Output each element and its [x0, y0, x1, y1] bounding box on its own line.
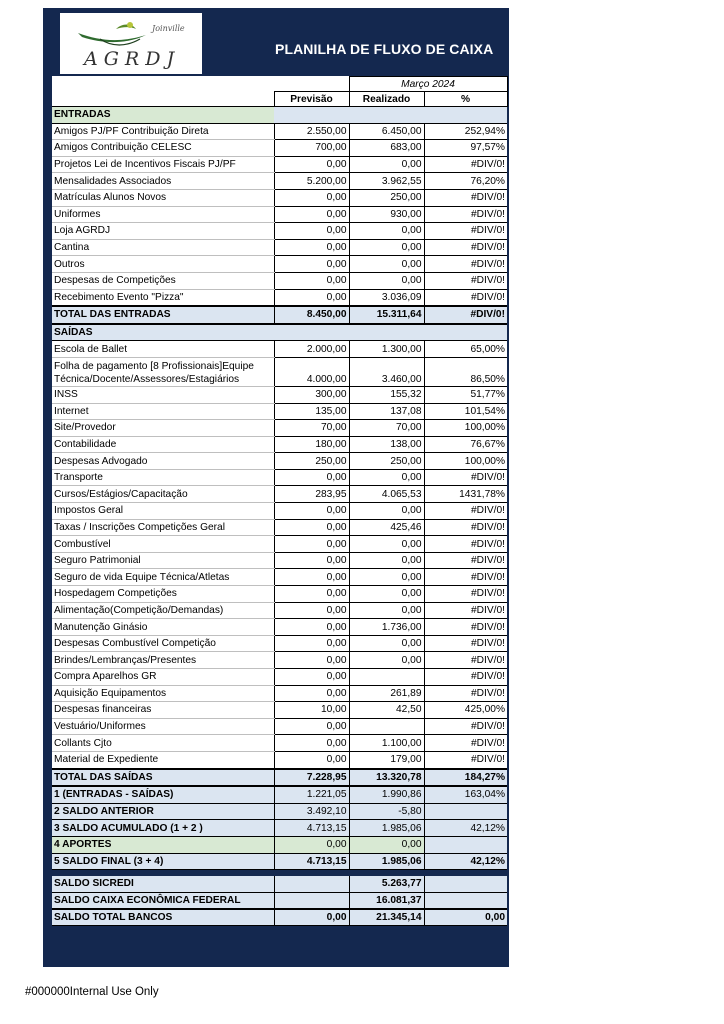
realizado-value: 250,00: [349, 453, 424, 470]
previsao-value: 0,00: [274, 552, 349, 569]
logo-script-text: Joinville: [152, 24, 185, 33]
row-label: Combustível: [52, 536, 274, 553]
total-entradas-row: [52, 306, 507, 324]
realizado-value: 0,00: [349, 569, 424, 586]
row-label: Outros: [52, 256, 274, 273]
percent-value: #DIV/0!: [424, 239, 507, 256]
row-label: Seguro Patrimonial: [52, 552, 274, 569]
row-label: Transporte: [52, 469, 274, 486]
summary-row: [52, 803, 507, 820]
page-title: PLANILHA DE FLUXO DE CAIXA: [275, 41, 494, 57]
saida-row: [52, 519, 507, 536]
entrada-row: [52, 140, 507, 157]
previsao-value: 300,00: [274, 386, 349, 403]
entrada-row: [52, 123, 507, 140]
realizado-value: 0,00: [349, 602, 424, 619]
realizado-value: [349, 669, 424, 686]
percent-value: #DIV/0!: [424, 635, 507, 652]
realizado-value: [349, 718, 424, 735]
realizado-value: 137,08: [349, 403, 424, 420]
saida-row: [52, 751, 507, 768]
realizado-value: 6.450,00: [349, 123, 424, 140]
percent-value: 97,57%: [424, 140, 507, 157]
previsao-value: 250,00: [274, 453, 349, 470]
percent-value: 42,12%: [424, 820, 507, 837]
percent-value: #DIV/0!: [424, 619, 507, 636]
realizado-value: 0,00: [349, 635, 424, 652]
realizado-value: 0,00: [349, 552, 424, 569]
realizado-value: 5.263,77: [349, 876, 424, 892]
row-label: SALDO TOTAL BANCOS: [52, 909, 274, 926]
percent-value: [424, 803, 507, 820]
previsao-value: 0,00: [274, 909, 349, 926]
previsao-value: 8.450,00: [274, 306, 349, 324]
summary-row: [52, 786, 507, 803]
saida-row: [52, 586, 507, 603]
row-label: 2 SALDO ANTERIOR: [52, 803, 274, 820]
summary-row: [52, 853, 507, 870]
previsao-value: 0,00: [274, 652, 349, 669]
row-label: Cursos/Estágios/Capacitação: [52, 486, 274, 503]
percent-value: [424, 836, 507, 853]
saida-row: [52, 486, 507, 503]
entrada-row: [52, 173, 507, 190]
row-label: Amigos PJ/PF Contribuição Direta: [52, 123, 274, 140]
realizado-value: 13.320,78: [349, 769, 424, 787]
row-label: Aquisição Equipamentos: [52, 685, 274, 702]
row-label: Despesas financeiras: [52, 702, 274, 719]
previsao-value: 0,00: [274, 836, 349, 853]
realizado-value: 1.985,06: [349, 853, 424, 870]
percent-value: 1431,78%: [424, 486, 507, 503]
summary-row: [52, 820, 507, 837]
previsao-value: 0,00: [274, 223, 349, 240]
percent-value: #DIV/0!: [424, 586, 507, 603]
percent-value: [424, 892, 507, 909]
row-label: Amigos Contribuição CELESC: [52, 140, 274, 157]
realizado-value: 15.311,64: [349, 306, 424, 324]
percent-value: #DIV/0!: [424, 156, 507, 173]
saida-row: [52, 735, 507, 752]
row-label: Compra Aparelhos GR: [52, 669, 274, 686]
previsao-value: 4.713,15: [274, 820, 349, 837]
row-label: Alimentação(Competição/Demandas): [52, 602, 274, 619]
realizado-value: 0,00: [349, 836, 424, 853]
realizado-value: 261,89: [349, 685, 424, 702]
row-label: Brindes/Lembranças/Presentes: [52, 652, 274, 669]
realizado-value: 70,00: [349, 420, 424, 437]
cash-flow-sheet: [43, 8, 509, 967]
realizado-value: 0,00: [349, 156, 424, 173]
row-label: Taxas / Inscrições Competições Geral: [52, 519, 274, 536]
row-label: Folha de pagamento [8 Profissionais]Equipe Técnica/Docente/Assessores/Estagiários: [52, 357, 274, 386]
realizado-value: 1.300,00: [349, 341, 424, 358]
previsao-value: 2.550,00: [274, 123, 349, 140]
previsao-value: 0,00: [274, 289, 349, 306]
realizado-value: 1.736,00: [349, 619, 424, 636]
realizado-value: 3.962,55: [349, 173, 424, 190]
percent-value: #DIV/0!: [424, 569, 507, 586]
percent-value: #DIV/0!: [424, 469, 507, 486]
row-label: Uniformes: [52, 206, 274, 223]
percent-value: #DIV/0!: [424, 306, 507, 324]
percent-value: #DIV/0!: [424, 223, 507, 240]
previsao-value: 1.221,05: [274, 786, 349, 803]
previsao-value: 0,00: [274, 685, 349, 702]
previsao-value: [274, 892, 349, 909]
previsao-value: 0,00: [274, 503, 349, 520]
percent-value: #DIV/0!: [424, 552, 507, 569]
saida-row: [52, 536, 507, 553]
previsao-value: 0,00: [274, 569, 349, 586]
realizado-value: 138,00: [349, 436, 424, 453]
saida-row: [52, 357, 507, 386]
row-label: 3 SALDO ACUMULADO (1 + 2 ): [52, 820, 274, 837]
saida-row: [52, 718, 507, 735]
row-label: Projetos Lei de Incentivos Fiscais PJ/PF: [52, 156, 274, 173]
saida-row: [52, 669, 507, 686]
row-label: Recebimento Evento "Pizza": [52, 289, 274, 306]
previsao-value: 180,00: [274, 436, 349, 453]
percent-value: #DIV/0!: [424, 718, 507, 735]
previsao-value: 4.713,15: [274, 853, 349, 870]
row-label: 5 SALDO FINAL (3 + 4): [52, 853, 274, 870]
realizado-value: 0,00: [349, 503, 424, 520]
saida-row: [52, 469, 507, 486]
previsao-value: 0,00: [274, 619, 349, 636]
percent-value: 101,54%: [424, 403, 507, 420]
percent-value: #DIV/0!: [424, 602, 507, 619]
row-label: 1 (ENTRADAS - SAÍDAS): [52, 786, 274, 803]
percent-value: #DIV/0!: [424, 735, 507, 752]
percent-value: 86,50%: [424, 357, 507, 386]
row-label: Escola de Ballet: [52, 341, 274, 358]
previsao-value: 4.000,00: [274, 357, 349, 386]
logo-text: AGRDJ: [84, 48, 181, 70]
saidas-section-header: [52, 324, 507, 341]
bank-balance-row: [52, 876, 507, 892]
logo-graphic: [60, 13, 202, 74]
row-label: INSS: [52, 386, 274, 403]
previsao-value: 10,00: [274, 702, 349, 719]
entradas-section-header: [52, 107, 507, 124]
section-label: SAÍDAS: [52, 324, 274, 341]
realizado-value: 179,00: [349, 751, 424, 768]
realizado-value: 0,00: [349, 223, 424, 240]
percent-value: 51,77%: [424, 386, 507, 403]
realizado-value: 3.036,09: [349, 289, 424, 306]
percent-value: [424, 876, 507, 892]
realizado-value: 1.985,06: [349, 820, 424, 837]
realizado-value: 930,00: [349, 206, 424, 223]
entrada-row: [52, 272, 507, 289]
realizado-value: 1.990,86: [349, 786, 424, 803]
previsao-value: 0,00: [274, 272, 349, 289]
previsao-value: 5.200,00: [274, 173, 349, 190]
previsao-value: 7.228,95: [274, 769, 349, 787]
entrada-row: [52, 223, 507, 240]
previsao-value: 2.000,00: [274, 341, 349, 358]
saida-row: [52, 652, 507, 669]
percent-value: #DIV/0!: [424, 652, 507, 669]
entrada-row: [52, 156, 507, 173]
percent-value: 76,20%: [424, 173, 507, 190]
row-label: Site/Provedor: [52, 420, 274, 437]
percent-value: #DIV/0!: [424, 669, 507, 686]
previsao-value: 0,00: [274, 256, 349, 273]
previsao-value: 0,00: [274, 586, 349, 603]
row-label: TOTAL DAS SAÍDAS: [52, 769, 274, 787]
realizado-value: 0,00: [349, 536, 424, 553]
percent-value: 100,00%: [424, 420, 507, 437]
previsao-value: [274, 876, 349, 892]
cash-flow-table-body: [52, 77, 507, 926]
realizado-value: 0,00: [349, 652, 424, 669]
previsao-value: 0,00: [274, 519, 349, 536]
row-label: Loja AGRDJ: [52, 223, 274, 240]
previsao-value: 0,00: [274, 536, 349, 553]
realizado-value: 0,00: [349, 586, 424, 603]
realizado-value: 0,00: [349, 256, 424, 273]
realizado-value: 4.065,53: [349, 486, 424, 503]
percent-value: 252,94%: [424, 123, 507, 140]
realizado-value: 0,00: [349, 239, 424, 256]
row-label: Contabilidade: [52, 436, 274, 453]
previsao-value: 135,00: [274, 403, 349, 420]
agrdj-logo: [60, 13, 202, 74]
saida-row: [52, 602, 507, 619]
percent-value: #DIV/0!: [424, 685, 507, 702]
previsao-value: 0,00: [274, 156, 349, 173]
previsao-value: 0,00: [274, 469, 349, 486]
total-bancos-row: [52, 909, 507, 926]
saida-row: [52, 503, 507, 520]
percent-value: #DIV/0!: [424, 751, 507, 768]
column-header-row: [52, 92, 507, 107]
percent-value: 65,00%: [424, 341, 507, 358]
percent-value: #DIV/0!: [424, 206, 507, 223]
saida-row: [52, 635, 507, 652]
saida-row: [52, 619, 507, 636]
row-label: Mensalidades Associados: [52, 173, 274, 190]
saida-row: [52, 420, 507, 437]
cash-flow-table: [52, 76, 508, 926]
previsao-value: 0,00: [274, 189, 349, 206]
previsao-value: 0,00: [274, 239, 349, 256]
row-label: Internet: [52, 403, 274, 420]
row-label: Hospedagem Competições: [52, 586, 274, 603]
realizado-value: 21.345,14: [349, 909, 424, 926]
row-label: Impostos Geral: [52, 503, 274, 520]
saida-row: [52, 403, 507, 420]
row-label: SALDO CAIXA ECONÔMICA FEDERAL: [52, 892, 274, 909]
saida-row: [52, 386, 507, 403]
row-label: SALDO SICREDI: [52, 876, 274, 892]
saida-row: [52, 569, 507, 586]
percent-value: #DIV/0!: [424, 272, 507, 289]
col-realizado-header: Realizado: [349, 92, 424, 107]
row-label: Material de Expediente: [52, 751, 274, 768]
percent-value: 100,00%: [424, 453, 507, 470]
realizado-value: 1.100,00: [349, 735, 424, 752]
percent-value: 425,00%: [424, 702, 507, 719]
realizado-value: 16.081,37: [349, 892, 424, 909]
month-label: Março 2024: [349, 77, 507, 92]
percent-value: #DIV/0!: [424, 503, 507, 520]
percent-value: 184,27%: [424, 769, 507, 787]
row-label: Despesas Advogado: [52, 453, 274, 470]
cash-flow-table-wrap: [52, 76, 507, 926]
percent-value: 42,12%: [424, 853, 507, 870]
percent-value: #DIV/0!: [424, 536, 507, 553]
realizado-value: 0,00: [349, 272, 424, 289]
row-label: 4 APORTES: [52, 836, 274, 853]
saida-row: [52, 436, 507, 453]
entrada-row: [52, 206, 507, 223]
previsao-value: 0,00: [274, 602, 349, 619]
row-label: Seguro de vida Equipe Técnica/Atletas: [52, 569, 274, 586]
bank-balance-row: [52, 892, 507, 909]
realizado-value: 3.460,00: [349, 357, 424, 386]
previsao-value: 0,00: [274, 735, 349, 752]
row-label: Matrículas Alunos Novos: [52, 189, 274, 206]
realizado-value: 683,00: [349, 140, 424, 157]
previsao-value: 3.492,10: [274, 803, 349, 820]
realizado-value: 0,00: [349, 469, 424, 486]
saida-row: [52, 341, 507, 358]
previsao-value: 283,95: [274, 486, 349, 503]
entrada-row: [52, 256, 507, 273]
previsao-value: 0,00: [274, 718, 349, 735]
col-percent-header: %: [424, 92, 507, 107]
row-label: Cantina: [52, 239, 274, 256]
row-label: Manutenção Ginásio: [52, 619, 274, 636]
col-previsao-header: Previsão: [274, 92, 349, 107]
footer-label: #000000Internal Use Only: [25, 986, 159, 998]
summary-row: [52, 836, 507, 853]
previsao-value: 0,00: [274, 206, 349, 223]
previsao-value: 0,00: [274, 669, 349, 686]
saida-row: [52, 552, 507, 569]
saida-row: [52, 685, 507, 702]
row-label: Despesas de Competições: [52, 272, 274, 289]
percent-value: 163,04%: [424, 786, 507, 803]
percent-value: 76,67%: [424, 436, 507, 453]
realizado-value: 250,00: [349, 189, 424, 206]
row-label: Collants Cjto: [52, 735, 274, 752]
section-label: ENTRADAS: [52, 107, 274, 124]
realizado-value: 42,50: [349, 702, 424, 719]
row-label: Vestuário/Uniformes: [52, 718, 274, 735]
previsao-value: 70,00: [274, 420, 349, 437]
percent-value: #DIV/0!: [424, 519, 507, 536]
entrada-row: [52, 189, 507, 206]
percent-value: #DIV/0!: [424, 189, 507, 206]
percent-value: 0,00: [424, 909, 507, 926]
month-row: [52, 77, 507, 92]
realizado-value: 425,46: [349, 519, 424, 536]
previsao-value: 0,00: [274, 635, 349, 652]
row-label: Despesas Combustível Competição: [52, 635, 274, 652]
percent-value: #DIV/0!: [424, 256, 507, 273]
realizado-value: 155,32: [349, 386, 424, 403]
previsao-value: 700,00: [274, 140, 349, 157]
row-label: TOTAL DAS ENTRADAS: [52, 306, 274, 324]
realizado-value: -5,80: [349, 803, 424, 820]
saida-row: [52, 453, 507, 470]
percent-value: #DIV/0!: [424, 289, 507, 306]
saida-row: [52, 702, 507, 719]
entrada-row: [52, 239, 507, 256]
total-saidas-row: [52, 769, 507, 787]
previsao-value: 0,00: [274, 751, 349, 768]
entrada-row: [52, 289, 507, 306]
